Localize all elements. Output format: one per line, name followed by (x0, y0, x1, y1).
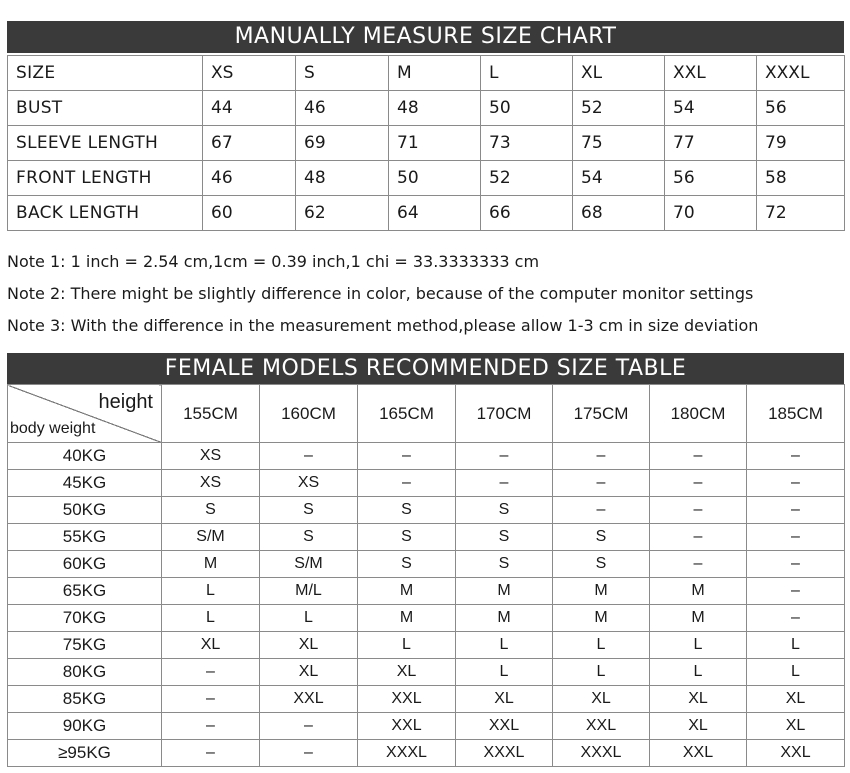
size-chart-row (8, 161, 845, 196)
recommended-size-cell: XL (650, 686, 747, 713)
recommended-size-cell: – (553, 470, 650, 497)
weight-row (8, 578, 845, 605)
recommended-size-cell: S (456, 497, 553, 524)
recommended-size-cell: – (747, 470, 845, 497)
weight-label: 55KG (8, 524, 162, 551)
size-chart-cell: 75 (573, 126, 665, 161)
recommended-size-cell: – (747, 524, 845, 551)
weight-row (8, 551, 845, 578)
recommended-size-cell: – (456, 443, 553, 470)
recommended-size-cell: S (162, 497, 260, 524)
recommended-size-cell: M (553, 605, 650, 632)
weight-label: ≥95KG (8, 740, 162, 767)
recommended-size-cell: S (260, 497, 358, 524)
weight-row (8, 632, 845, 659)
recommended-size-cell: – (358, 443, 456, 470)
recommended-size-cell: M (456, 605, 553, 632)
size-chart-row (8, 126, 845, 161)
recommended-size-cell: M (358, 605, 456, 632)
size-chart-cell: 62 (296, 196, 389, 231)
recommended-size-cell: L (553, 659, 650, 686)
recommended-size-cell: S (456, 524, 553, 551)
size-chart-cell: 52 (481, 161, 573, 196)
size-chart-cell: XL (573, 56, 665, 91)
size-chart-cell: 60 (203, 196, 296, 231)
weight-label: 65KG (8, 578, 162, 605)
recommended-size-cell: M (650, 578, 747, 605)
corner-header-cell (8, 385, 162, 443)
size-chart-title: MANUALLY MEASURE SIZE CHART (7, 21, 844, 53)
recommended-size-cell: – (162, 659, 260, 686)
height-header-row (8, 385, 845, 443)
weight-row (8, 497, 845, 524)
recommended-size-cell: M (553, 578, 650, 605)
size-chart-cell: 48 (389, 91, 481, 126)
size-chart-cell: 54 (573, 161, 665, 196)
weight-row (8, 605, 845, 632)
size-chart-cell: 58 (757, 161, 845, 196)
recommended-size-cell: XL (747, 713, 845, 740)
recommended-size-cell: S (358, 551, 456, 578)
size-chart-row (8, 196, 845, 231)
size-chart-row (8, 56, 845, 91)
recommended-size-cell: S (553, 524, 650, 551)
recommended-size-cell: – (162, 740, 260, 767)
size-chart-cell: 46 (296, 91, 389, 126)
recommended-size-cell: S/M (162, 524, 260, 551)
recommended-size-cell: XXL (650, 740, 747, 767)
recommended-size-cell: S (260, 524, 358, 551)
recommended-size-cell: XS (260, 470, 358, 497)
recommended-size-cell: – (747, 443, 845, 470)
recommended-size-cell: – (650, 524, 747, 551)
recommended-size-cell: – (747, 497, 845, 524)
note-1: Note 1: 1 inch = 2.54 cm,1cm = 0.39 inch,1 chi = 33.3333333 cm (7, 252, 540, 271)
recommended-size-cell: L (260, 605, 358, 632)
size-chart-cell: 54 (665, 91, 757, 126)
row-label: BUST (8, 91, 203, 126)
recommended-size-cell: XL (553, 686, 650, 713)
size-chart-cell: 44 (203, 91, 296, 126)
weight-label: 90KG (8, 713, 162, 740)
recommended-size-cell: – (747, 578, 845, 605)
recommended-size-cell: – (650, 497, 747, 524)
size-chart-cell: 46 (203, 161, 296, 196)
recommended-size-cell: – (650, 443, 747, 470)
recommended-size-cell: XXL (553, 713, 650, 740)
recommended-size-cell: M (358, 578, 456, 605)
size-chart-cell: 68 (573, 196, 665, 231)
row-label: SIZE (8, 56, 203, 91)
size-chart-cell: 56 (757, 91, 845, 126)
row-label: BACK LENGTH (8, 196, 203, 231)
size-chart-cell: 52 (573, 91, 665, 126)
weight-label: 80KG (8, 659, 162, 686)
weight-label: 50KG (8, 497, 162, 524)
height-header-cell: 155CM (162, 385, 260, 443)
recommended-size-cell: – (162, 686, 260, 713)
recommended-size-cell: M (650, 605, 747, 632)
height-header-cell: 175CM (553, 385, 650, 443)
recommended-size-cell: – (162, 713, 260, 740)
recommended-size-cell: XXL (747, 740, 845, 767)
weight-row (8, 713, 845, 740)
recommended-size-cell: – (747, 551, 845, 578)
recommended-size-cell: L (162, 605, 260, 632)
recommended-size-cell: M (456, 578, 553, 605)
recommended-size-cell: L (650, 659, 747, 686)
row-label: SLEEVE LENGTH (8, 126, 203, 161)
recommended-size-cell: S (553, 551, 650, 578)
size-chart-cell: L (481, 56, 573, 91)
height-header-cell: 170CM (456, 385, 553, 443)
recommended-size-cell: S (358, 497, 456, 524)
size-chart-cell: 69 (296, 126, 389, 161)
recommended-size-cell: S/M (260, 551, 358, 578)
size-chart-cell: 72 (757, 196, 845, 231)
recommended-size-cell: XS (162, 443, 260, 470)
weight-row (8, 740, 845, 767)
recommended-size-cell: – (650, 470, 747, 497)
height-header-cell: 165CM (358, 385, 456, 443)
recommended-size-cell: S (456, 551, 553, 578)
size-chart-cell: 79 (757, 126, 845, 161)
recommended-size-cell: – (747, 605, 845, 632)
size-chart-cell: XXL (665, 56, 757, 91)
recommended-size-cell: – (553, 443, 650, 470)
size-chart-table (7, 55, 845, 231)
recommended-size-cell: – (358, 470, 456, 497)
recommended-size-cell: XL (162, 632, 260, 659)
weight-label: 40KG (8, 443, 162, 470)
weight-row (8, 470, 845, 497)
recommended-size-cell: – (650, 551, 747, 578)
recommended-size-cell: L (553, 632, 650, 659)
size-chart-cell: 70 (665, 196, 757, 231)
recommended-size-cell: XXL (358, 686, 456, 713)
height-header-cell: 180CM (650, 385, 747, 443)
recommended-size-cell: M (162, 551, 260, 578)
weight-label: 75KG (8, 632, 162, 659)
size-chart-cell: 66 (481, 196, 573, 231)
recommended-size-cell: XXL (260, 686, 358, 713)
recommended-size-cell: – (260, 443, 358, 470)
recommended-size-cell: XXL (358, 713, 456, 740)
height-header-cell: 185CM (747, 385, 845, 443)
size-chart-cell: S (296, 56, 389, 91)
height-header-cell: 160CM (260, 385, 358, 443)
recommended-size-table (7, 384, 845, 767)
size-chart-cell: 73 (481, 126, 573, 161)
weight-label: 85KG (8, 686, 162, 713)
weight-label: 60KG (8, 551, 162, 578)
size-chart-cell: 50 (389, 161, 481, 196)
size-chart-cell: 50 (481, 91, 573, 126)
recommended-size-cell: XXXL (358, 740, 456, 767)
weight-row (8, 686, 845, 713)
size-chart-cell: 56 (665, 161, 757, 196)
weight-row (8, 659, 845, 686)
weight-row (8, 524, 845, 551)
recommended-size-cell: XXXL (553, 740, 650, 767)
weight-axis-label: body weight (10, 420, 96, 437)
size-chart-cell: 67 (203, 126, 296, 161)
recommended-size-cell: XL (456, 686, 553, 713)
note-3: Note 3: With the difference in the measurement method,please allow 1-3 cm in size deviation (7, 316, 759, 335)
recommended-size-cell: XL (260, 659, 358, 686)
recommended-size-cell: L (650, 632, 747, 659)
height-axis-label: height (98, 391, 153, 413)
recommended-size-cell: L (747, 632, 845, 659)
recommended-size-cell: XL (747, 686, 845, 713)
recommended-size-cell: L (456, 632, 553, 659)
recommended-size-cell: XS (162, 470, 260, 497)
size-chart-cell: 77 (665, 126, 757, 161)
size-chart-cell: 64 (389, 196, 481, 231)
recommended-size-cell: L (358, 632, 456, 659)
recommended-table-title: FEMALE MODELS RECOMMENDED SIZE TABLE (7, 353, 844, 384)
size-chart-cell: M (389, 56, 481, 91)
row-label: FRONT LENGTH (8, 161, 203, 196)
recommended-size-cell: L (162, 578, 260, 605)
note-2: Note 2: There might be slightly difference in color, because of the computer monitor settings (7, 284, 754, 303)
recommended-size-cell: – (456, 470, 553, 497)
recommended-size-cell: XXXL (456, 740, 553, 767)
size-chart-cell: XS (203, 56, 296, 91)
recommended-size-cell: M/L (260, 578, 358, 605)
notes-section (7, 246, 847, 342)
recommended-size-cell: XL (650, 713, 747, 740)
recommended-size-cell: XL (358, 659, 456, 686)
size-chart-row (8, 91, 845, 126)
size-chart-cell: XXXL (757, 56, 845, 91)
recommended-size-cell: S (358, 524, 456, 551)
weight-label: 70KG (8, 605, 162, 632)
weight-row (8, 443, 845, 470)
weight-label: 45KG (8, 470, 162, 497)
recommended-size-cell: L (456, 659, 553, 686)
recommended-size-cell: XXL (456, 713, 553, 740)
recommended-size-cell: L (747, 659, 845, 686)
recommended-size-cell: – (260, 713, 358, 740)
size-chart-cell: 71 (389, 126, 481, 161)
recommended-size-cell: – (260, 740, 358, 767)
recommended-size-cell: – (553, 497, 650, 524)
size-chart-cell: 48 (296, 161, 389, 196)
recommended-size-cell: XL (260, 632, 358, 659)
